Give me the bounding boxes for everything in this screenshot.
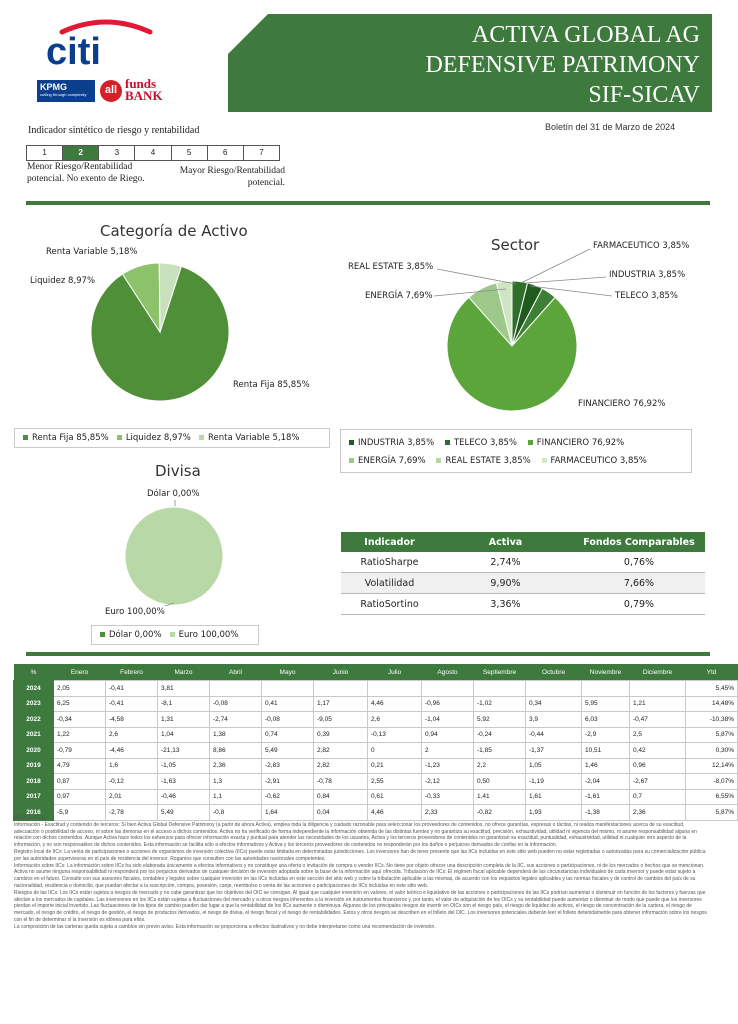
sector-label-teleco: TELECO 3,85% — [615, 291, 678, 301]
month-cell — [582, 681, 630, 697]
currency-title: Divisa — [155, 462, 201, 480]
header-activa: Activa — [438, 532, 573, 552]
column-header: Junio — [314, 664, 368, 681]
month-cell: 1,21 — [630, 696, 686, 712]
legend-swatch — [100, 632, 105, 637]
month-cell: 2,33 — [422, 805, 474, 821]
month-cell: 1,93 — [526, 805, 582, 821]
legend-text: Dólar 0,00% — [109, 630, 162, 640]
month-cell: -1,19 — [526, 774, 582, 790]
month-cell: -8,1 — [158, 696, 210, 712]
month-cell: 4,79 — [54, 758, 106, 774]
month-cell: 1,6 — [106, 758, 158, 774]
year-cell: 2021 — [14, 727, 54, 743]
indicator-activa: 2,74% — [438, 552, 573, 573]
table-row — [341, 594, 705, 615]
legend-text: REAL ESTATE 3,85% — [445, 456, 531, 466]
legal-paragraph: La composición de las carteras queda sujeta a cambios sin previo aviso. Esta información se proporciona a efectos ilustrativos y no debe interpretarse como una recomendación de inversión. — [14, 923, 436, 930]
currency-label-euro: Euro 100,00% — [105, 607, 165, 617]
month-cell: 0,74 — [262, 727, 314, 743]
month-cell: -4,58 — [106, 712, 158, 728]
column-header: Abril — [210, 664, 262, 681]
month-cell — [422, 681, 474, 697]
sector-legend — [340, 429, 692, 473]
month-cell: 0,21 — [368, 758, 422, 774]
legend-item-renta-fija — [23, 433, 109, 443]
table-header-row — [14, 664, 738, 681]
month-cell: 0,84 — [314, 789, 368, 805]
ytd-cell: 5,45% — [686, 681, 738, 697]
sector-label-industria: INDUSTRIA 3,85% — [609, 270, 686, 280]
fund-title-line-2: DEFENSIVE PATRIMONY — [425, 52, 700, 78]
risk-low-label: Menor Riesgo/Rentabilidad potencial. No exento de Riego. — [27, 162, 145, 184]
kpmg-logo-text: KPMG — [40, 82, 67, 92]
indicator-name: Volatilidad — [341, 573, 438, 594]
month-cell: 5,49 — [262, 743, 314, 759]
month-cell: -0,79 — [54, 743, 106, 759]
header-fondos-comparables: Fondos Comparables — [573, 532, 705, 552]
risk-level-2-selected: 2 — [63, 146, 99, 160]
asset-category-legend — [14, 428, 330, 448]
section-divider — [26, 652, 710, 656]
month-cell — [630, 681, 686, 697]
legend-item-teleco — [445, 438, 517, 448]
month-cell: -2,83 — [262, 758, 314, 774]
monthly-returns-table — [13, 664, 738, 821]
month-cell — [262, 681, 314, 697]
month-cell: 1,31 — [158, 712, 210, 728]
ytd-cell: 14,48% — [686, 696, 738, 712]
month-cell: 2,36 — [210, 758, 262, 774]
asset-label-renta-fija: Renta Fija 85,85% — [233, 380, 310, 390]
month-cell: -4,46 — [106, 743, 158, 759]
month-cell: 2,82 — [314, 743, 368, 759]
month-cell: -0,44 — [526, 727, 582, 743]
month-cell: -0,8 — [210, 805, 262, 821]
month-cell: -2,74 — [210, 712, 262, 728]
legend-swatch — [349, 440, 354, 445]
month-cell: -0,13 — [368, 727, 422, 743]
month-cell: 0,04 — [314, 805, 368, 821]
currency-label-dolar: Dólar 0,00% — [147, 489, 200, 499]
legal-paragraph: Registro local de IICs: La venta de participaciones o acciones de organismos de inversión colectiva (IICs) puede estar limitada en determinadas jurisdicciones. Los inversores han de tener presente que las IICs incluidas en este sitio web pueden no estar registradas o autorizadas para su comercialización pública por las autoridades supervisoras en el país de residencia del inversor. Rogamos que consulten con las autoridades nacionales competentes. — [14, 848, 706, 862]
month-cell: -5,9 — [54, 805, 106, 821]
month-cell: 5,92 — [474, 712, 526, 728]
month-cell: 8,86 — [210, 743, 262, 759]
asset-category-title: Categoría de Activo — [100, 222, 248, 240]
month-cell: 4,46 — [368, 696, 422, 712]
allfunds-logo-mark: all — [100, 80, 122, 102]
legend-item-industria — [349, 438, 434, 448]
ytd-cell: 5,87% — [686, 805, 738, 821]
legend-swatch — [117, 435, 122, 440]
month-cell: 4,46 — [368, 805, 422, 821]
month-cell: -1,38 — [582, 805, 630, 821]
month-cell: 2,82 — [314, 758, 368, 774]
year-cell: 2019 — [14, 758, 54, 774]
allfunds-logo-word: funds — [125, 76, 157, 91]
month-cell: -0,41 — [106, 696, 158, 712]
month-cell — [368, 681, 422, 697]
header-indicador: Indicador — [341, 532, 438, 552]
month-cell: -9,05 — [314, 712, 368, 728]
year-cell: 2018 — [14, 774, 54, 790]
fund-title-line-1: ACTIVA GLOBAL AG — [471, 22, 700, 48]
month-cell: -1,02 — [474, 696, 526, 712]
month-cell: -2,04 — [582, 774, 630, 790]
column-header: Noviembre — [582, 664, 630, 681]
legend-swatch — [170, 632, 175, 637]
legend-item-farmaceutico — [542, 456, 647, 466]
month-cell: 0,7 — [630, 789, 686, 805]
month-cell: 0,61 — [368, 789, 422, 805]
legend-text: Liquidez 8,97% — [125, 433, 191, 443]
column-header: Octubre — [526, 664, 582, 681]
table-row — [14, 774, 738, 790]
month-cell: -0,78 — [314, 774, 368, 790]
year-cell: 2016 — [14, 805, 54, 821]
month-cell: 1,3 — [210, 774, 262, 790]
month-cell: -0,08 — [262, 712, 314, 728]
month-cell: 2,2 — [474, 758, 526, 774]
column-header: % — [14, 664, 54, 681]
legend-text: FINANCIERO 76,92% — [536, 438, 625, 448]
month-cell: 1,05 — [526, 758, 582, 774]
table-row — [14, 681, 738, 697]
month-cell: -2,91 — [262, 774, 314, 790]
legend-text: Euro 100,00% — [178, 630, 239, 640]
citi-logo-text: citi — [46, 31, 101, 73]
kpmg-tagline: cutting through complexity — [40, 92, 87, 97]
leader-line — [521, 249, 590, 283]
month-cell: 1,22 — [54, 727, 106, 743]
month-cell: 6,25 — [54, 696, 106, 712]
legend-item-real-estate — [436, 456, 530, 466]
indicator-name: RatioSharpe — [341, 552, 438, 573]
ytd-cell: 6,55% — [686, 789, 738, 805]
column-header: Febrero — [106, 664, 158, 681]
month-cell: 1,41 — [474, 789, 526, 805]
legal-notice — [14, 815, 710, 931]
month-cell: 5,49 — [158, 805, 210, 821]
risk-level-4: 4 — [135, 146, 171, 160]
currency-legend — [91, 625, 259, 645]
risk-level-5: 5 — [172, 146, 208, 160]
legend-swatch — [23, 435, 28, 440]
month-cell: 0,41 — [262, 696, 314, 712]
ytd-cell: 5,87% — [686, 727, 738, 743]
month-cell: 2,05 — [54, 681, 106, 697]
indicator-name: RatioSortino — [341, 594, 438, 615]
month-cell: 0,94 — [422, 727, 474, 743]
legend-item-renta-variable — [199, 433, 300, 443]
month-cell: -1,37 — [526, 743, 582, 759]
sector-label-real-estate: REAL ESTATE 3,85% — [348, 262, 434, 272]
legend-swatch — [436, 458, 441, 463]
leader-line — [526, 277, 606, 283]
month-cell: 1,46 — [582, 758, 630, 774]
year-cell: 2022 — [14, 712, 54, 728]
month-cell: -0,62 — [262, 789, 314, 805]
month-cell: -0,33 — [422, 789, 474, 805]
month-cell: -2,67 — [630, 774, 686, 790]
month-cell: 0,39 — [314, 727, 368, 743]
year-cell: 2024 — [14, 681, 54, 697]
risk-level-1: 1 — [27, 146, 63, 160]
month-cell: 1,17 — [314, 696, 368, 712]
month-cell: 1,04 — [158, 727, 210, 743]
year-cell: 2017 — [14, 789, 54, 805]
month-cell: 10,51 — [582, 743, 630, 759]
month-cell: -0,82 — [474, 805, 526, 821]
month-cell: 1,64 — [262, 805, 314, 821]
month-cell: -1,63 — [158, 774, 210, 790]
month-cell: 0,42 — [630, 743, 686, 759]
legend-swatch — [199, 435, 204, 440]
table-row — [14, 727, 738, 743]
month-cell — [474, 681, 526, 697]
table-row — [14, 743, 738, 759]
risk-high-label: Mayor Riesgo/Rentabilidad potencial. — [179, 166, 285, 188]
month-cell: 0,87 — [54, 774, 106, 790]
month-cell: 2,55 — [368, 774, 422, 790]
leader-line — [165, 603, 174, 606]
month-cell: -2,12 — [422, 774, 474, 790]
bulletin-date: Boletín del 31 de Marzo de 2024 — [545, 122, 676, 132]
month-cell: -0,08 — [210, 696, 262, 712]
legal-paragraph: Riesgos de las IICs: Los IICs están sujetos a riesgos de mercado y no cabe garantizar que los objetivos del OIC se consigan. Al igual que cualquier inversión en valores, el valor teórico e liquidativo de las acciones o participaciones de las IICs podrían aumentar o disminuir en función de los factores y fuerzas que afectan a los mercados de capitales. Las inversiones en los IICs están sujetas a fluctuaciones del mercado y a otros riesgos inherentes a la inversión en instrumentos financieros y, por tanto, el valor de adquisición de los OICs y su rentabilidad puede aumentar o disminuir de modo que puede que los inversores pierdan el importe inicial invertido. Las fluctuaciones de los tipos de cambio pueden dar lugar a que la rentabilidad de los IICs aumente o disminuya. Algunos de los principales riesgos de invertir en OICs son el riesgo país, el riesgo de liquidez de activos, el riesgo de concentración de la cartera, el riesgo de mercado, el riesgo de crédito, el riesgo de gestión, el riesgo de productos derivados, el riesgo de divisa, el riesgo fiscal y el riesgo de rentabilidades. Estos y otros riesgos se describen en el folleto del OIC. Los inversores potenciales deberán leer el folleto detenidamente para obtener información sobre los riesgos con el fin de determinar si la inversión es idónea para ellos. — [14, 889, 707, 923]
month-cell: -1,61 — [582, 789, 630, 805]
month-cell: -0,12 — [106, 774, 158, 790]
column-header: Ytd — [686, 664, 738, 681]
ytd-cell: 12,14% — [686, 758, 738, 774]
month-cell — [314, 681, 368, 697]
indicators-table — [341, 532, 705, 615]
month-cell: 3,9 — [526, 712, 582, 728]
month-cell: 3,81 — [158, 681, 210, 697]
legal-heading: AVISO LEGAL — [14, 815, 47, 821]
month-cell: 2,01 — [106, 789, 158, 805]
risk-indicator-title: Indicador sintético de riesgo y rentabilidad — [28, 125, 200, 136]
month-cell: -1,04 — [422, 712, 474, 728]
legend-text: FARMACEUTICO 3,85% — [550, 456, 647, 466]
indicator-activa: 9,90% — [438, 573, 573, 594]
legend-swatch — [445, 440, 450, 445]
month-cell: 0 — [368, 743, 422, 759]
month-cell: -0,34 — [54, 712, 106, 728]
table-header-row — [341, 532, 705, 552]
leader-line — [434, 289, 506, 296]
sector-label-farmaceutico: FARMACEUTICO 3,85% — [593, 241, 690, 251]
month-cell: -0,47 — [630, 712, 686, 728]
sector-title: Sector — [491, 236, 540, 254]
month-cell: -0,41 — [106, 681, 158, 697]
column-header: Diciembre — [630, 664, 686, 681]
column-header: Julio — [368, 664, 422, 681]
leader-line — [437, 269, 516, 284]
column-header: Mayo — [262, 664, 314, 681]
table-row — [341, 573, 705, 594]
risk-level-3: 3 — [99, 146, 135, 160]
month-cell: 1,1 — [210, 789, 262, 805]
leader-line — [530, 286, 612, 296]
legend-swatch — [542, 458, 547, 463]
legend-text: TELECO 3,85% — [453, 438, 517, 448]
legend-item-dolar — [100, 630, 162, 640]
month-cell: -0,24 — [474, 727, 526, 743]
month-cell: 2,5 — [630, 727, 686, 743]
legend-item-liquidez — [117, 433, 191, 443]
indicator-comparables: 7,66% — [573, 573, 705, 594]
sector-label-energia: ENERGÍA 7,69% — [365, 291, 433, 301]
month-cell: 5,95 — [582, 696, 630, 712]
legend-item-energia — [349, 456, 426, 466]
month-cell: 1,38 — [210, 727, 262, 743]
month-cell: -1,85 — [474, 743, 526, 759]
indicator-comparables: 0,79% — [573, 594, 705, 615]
month-cell: -0,46 — [158, 789, 210, 805]
month-cell: 2 — [422, 743, 474, 759]
month-cell: 2,6 — [106, 727, 158, 743]
legend-swatch — [349, 458, 354, 463]
month-cell — [210, 681, 262, 697]
sector-label-financiero: FINANCIERO 76,92% — [578, 399, 666, 409]
month-cell: -2,78 — [106, 805, 158, 821]
month-cell: -21,13 — [158, 743, 210, 759]
ytd-cell: -10,38% — [686, 712, 738, 728]
indicator-comparables: 0,76% — [573, 552, 705, 573]
table-row — [14, 789, 738, 805]
month-cell: 2,36 — [630, 805, 686, 821]
month-cell — [526, 681, 582, 697]
table-row — [14, 712, 738, 728]
legend-text: Renta Variable 5,18% — [207, 433, 300, 443]
month-cell: -1,23 — [422, 758, 474, 774]
legend-item-euro — [170, 630, 239, 640]
month-cell: 0,97 — [54, 789, 106, 805]
column-header: Marzo — [158, 664, 210, 681]
legend-text: INDUSTRIA 3,85% — [358, 438, 435, 448]
year-cell: 2020 — [14, 743, 54, 759]
legal-paragraph: Información - Exactitud y contenido de terceros: Si bien Activa Global Defensive Patrimony (a partir de ahora Activa), emplea toda la diligencia y cuidado razonable para seleccionar los proveedores de contenidos, no ofrece garantías, expresas o tácitas, ni realiza manifestaciones acerca de su exactitud, adecuación o posibilidad de acceso, ni sobre las demoras en el acceso a dichos contenidos. Activa no ha verificado de forma independiente la información obtenida de las distintas fuentes y no garantiza su exactitud, precisión, exhaustividad, utilidad ni vigencia del mismo, ni asume responsabilidad alguna en relación con dichos contenidos. Aunque Activa hace todos los esfuerzos para ofrecer información exacta y puntual para atender las necesidades de los usuarios, Activa y los terceros proveedores de contenidos no garantizan su exactitud, puntualidad, exhaustividad, utilidad ni cualquier otro aspecto de la información, y no son responsables de dichos contenidos. Esta información se facilita sólo a efectos informativos y Activa y los terceros proveedores de contenidos no responderán por los daños o perjuicios derivados de confiar en la información. — [14, 821, 697, 849]
month-cell: 0,50 — [474, 774, 526, 790]
risk-level-6: 6 — [208, 146, 244, 160]
legend-text: Renta Fija 85,85% — [32, 433, 109, 443]
month-cell: -1,05 — [158, 758, 210, 774]
table-row — [14, 758, 738, 774]
table-row — [341, 552, 705, 573]
year-cell: 2023 — [14, 696, 54, 712]
allfunds-logo-bank: BANK — [125, 88, 163, 103]
month-cell: 0,34 — [526, 696, 582, 712]
indicator-activa: 3,36% — [438, 594, 573, 615]
month-cell: -0,96 — [422, 696, 474, 712]
risk-level-7: 7 — [259, 148, 264, 157]
table-row — [14, 696, 738, 712]
asset-label-liquidez: Liquidez 8,97% — [30, 276, 96, 286]
month-cell: 0,96 — [630, 758, 686, 774]
legal-paragraph: Información sobre IICs: La información sobre IICs ha sido elaborada únicamente a efectos informativos y no constituye una oferta o invitación de compra o vender IICs. No tiene por objeto ofrecer una descripción completa de la IIC, sus acciones o participaciones, ni de los mercados o hechos que se mencionan. Activa no asume ninguna responsabilidad ni responderá por los perjuicios derivados de cualquier decisión de inversión adoptada sobre la base de la información aquí ofrecida. Tributación de IICs: El régimen fiscal aplicable dependerá de las circunstancias individuales de cada inversor y puede estar sujeto a cambios en el futuro. Consulte con sus asesores fiscales, contables y legales sobre cualquier inversión en las IICs incluidas en este sección del sitio web y sobre la tributación aplicable a las mismas, de acuerdo con los requisitos legales aplicables y las normas fiscales y de control de cambios del país de su nacionalidad, residencia o domicilio, que puedan afectar a la suscripción, compra, posesión, canje, reembolso o venta de las acciones o participaciones de IICs incluidas en este sitio web. — [14, 862, 705, 889]
column-header: Enero — [54, 664, 106, 681]
ytd-cell: 0,30% — [686, 743, 738, 759]
fund-title-line-3: SIF-SICAV — [588, 82, 700, 108]
month-cell: 6,03 — [582, 712, 630, 728]
legend-text: ENERGÍA 7,69% — [358, 456, 426, 466]
month-cell: 2,6 — [368, 712, 422, 728]
month-cell: 1,61 — [526, 789, 582, 805]
month-cell: -2,9 — [582, 727, 630, 743]
column-header: Septiembre — [474, 664, 526, 681]
asset-label-renta-variable: Renta Variable 5,18% — [46, 247, 138, 257]
legend-item-financiero — [528, 438, 624, 448]
legend-swatch — [528, 440, 533, 445]
column-header: Agosto — [422, 664, 474, 681]
sector-leader-lines — [0, 0, 725, 420]
ytd-cell: -8,07% — [686, 774, 738, 790]
currency-leader-lines — [0, 480, 240, 620]
